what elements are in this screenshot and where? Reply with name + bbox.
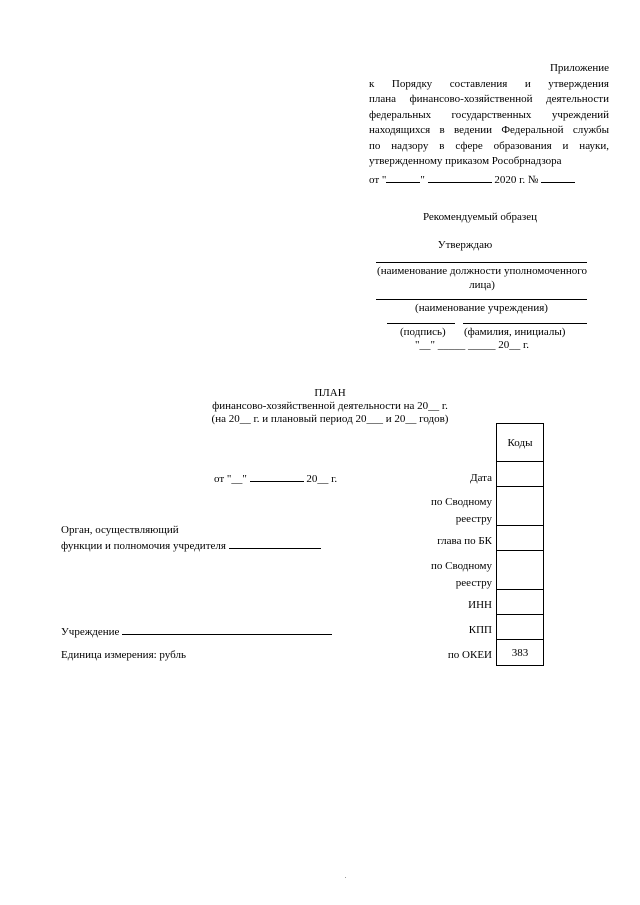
appendix-line: к Порядку составления и утверждения [369,77,609,90]
institution-caption: (наименование учреждения) [415,302,548,314]
label-okei: по ОКЕИ [447,649,492,661]
code-cell-registry-2[interactable] [496,551,544,590]
appendix-line: находящихся в ведении Федеральной службы [369,124,609,136]
code-cell-registry-1[interactable] [496,487,544,526]
plan-period: (на 20__ г. и плановый период 20___ и 20__ годов) [211,413,449,425]
plan-title: ПЛАН [314,387,346,399]
approve-label: Утверждаю [437,239,493,251]
organ-label-2: функции и полномочия учредителя [61,540,226,552]
codes-table [496,423,544,666]
plan-title-block [180,387,480,426]
label-bk: глава по БК [437,535,492,547]
code-cell-okei: 383 [496,640,544,666]
position-line [376,262,587,263]
approval-date: "__" _____ _____ 20__ г. [415,339,530,351]
appendix-line: федеральных государственных учреждений [369,108,609,121]
unit-label: Единица измерения: рубль [61,649,186,661]
appendix-title: Приложение [549,62,609,74]
appendix-line: утвержденному приказом Рособрнадзора [369,155,562,167]
institution-field [61,624,332,638]
appendix-line: по надзору в сфере образования и науки, [369,139,609,152]
label-date: Дата [470,472,492,484]
organ-field [61,523,321,554]
label-kpp: КПП [468,624,492,636]
signature-line [387,323,455,324]
label-registry-2: по Сводному реестру [430,560,492,589]
plan-date: от "__" 20__ г. [214,473,338,485]
institution-label: Учреждение [61,626,120,638]
appendix-order-date: от " " 2020 г. № [369,172,589,186]
code-cell-inn[interactable] [496,590,544,615]
codes-header: Коды [496,423,544,462]
sample-label: Рекомендуемый образец [422,211,538,223]
signature-caption: (подпись) [400,326,446,338]
code-cell-kpp[interactable] [496,615,544,640]
institution-line [376,299,587,300]
organ-input-line [229,538,321,549]
appendix-block [369,61,609,170]
label-inn: ИНН [468,599,492,611]
scan-speck [345,877,346,878]
institution-input-line [122,624,332,635]
name-line [463,323,587,324]
plan-subtitle: финансово-хозяйственной деятельности на 20__ г. [212,400,448,412]
organ-label: Орган, осуществляющий [61,524,179,536]
name-caption: (фамилия, инициалы) [464,326,566,338]
appendix-line: плана финансово-хозяйственной деятельности [369,93,609,105]
code-cell-date[interactable] [496,462,544,487]
position-caption: (наименование должности уполномоченного лица) [377,265,587,291]
label-registry-1: по Сводному реестру [430,496,492,525]
code-cell-bk[interactable] [496,526,544,551]
